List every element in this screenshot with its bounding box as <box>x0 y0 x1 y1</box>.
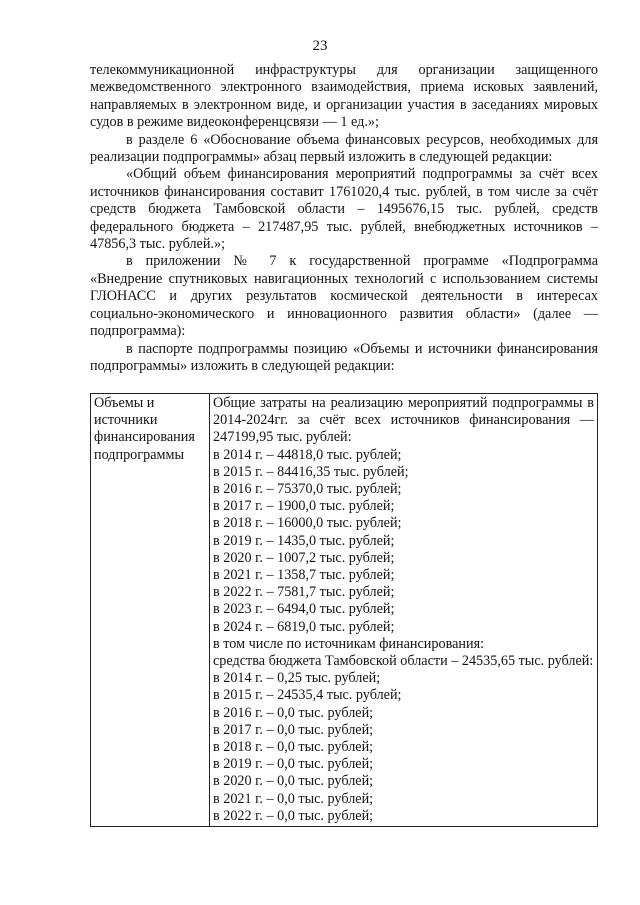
year-regional-line: в 2016 г. – 0,0 тыс. рублей; <box>213 704 374 721</box>
year-total-line: в 2020 г. – 1007,2 тыс. рублей; <box>213 549 395 566</box>
year-total-line: в 2018 г. – 16000,0 тыс. рублей; <box>213 515 402 532</box>
year-total-line: в 2014 г. – 44818,0 тыс. рублей; <box>213 446 402 463</box>
paragraph-1: телекоммуникационной инфраструктуры для организации защищенного межведомственного электронного взаимодействия, приема исковых заявлений, направляемых в электронном виде, и организации участия в заседаниях мировых судов в режиме видеоконференцсвязи — 1 ед.»; <box>90 62 598 131</box>
funding-intro: Общие затраты на реализацию мероприятий подпрограммы в 2014-2024гг. за счёт всех источников финансирования — 247199,95 тыс. рублей: <box>213 395 594 446</box>
year-regional-line: в 2018 г. – 0,0 тыс. рублей; <box>213 739 374 756</box>
document-body <box>90 62 598 375</box>
paragraph-4: в приложении № 7 к государственной программе «Подпрограмма «Внедрение спутниковых навигационных технологий с использованием системы ГЛОНАСС и других результатов космической деятельности в интересах социально-экономического и инновационного развития области» (далее — подпрограмма): <box>90 253 598 340</box>
year-regional-line: в 2021 г. – 0,0 тыс. рублей; <box>213 790 374 807</box>
sources-heading: в том числе по источникам финансирования: <box>213 635 485 652</box>
year-regional-line: в 2020 г. – 0,0 тыс. рублей; <box>213 773 374 790</box>
year-total-line: в 2016 г. – 75370,0 тыс. рублей; <box>213 481 402 498</box>
page-number: 23 <box>312 38 328 54</box>
year-total-line: в 2023 г. – 6494,0 тыс. рублей; <box>213 601 395 618</box>
year-regional-line: в 2019 г. – 0,0 тыс. рублей; <box>213 756 374 773</box>
year-regional-line: в 2017 г. – 0,0 тыс. рублей; <box>213 721 374 738</box>
year-regional-line: в 2022 г. – 0,0 тыс. рублей; <box>213 807 374 824</box>
year-total-line: в 2019 г. – 1435,0 тыс. рублей; <box>213 532 395 549</box>
year-regional-line: в 2014 г. – 0,25 тыс. рублей; <box>213 670 381 687</box>
year-total-line: в 2015 г. – 84416,35 тыс. рублей; <box>213 463 409 480</box>
year-total-line: в 2017 г. – 1900,0 тыс. рублей; <box>213 498 395 515</box>
year-total-line: в 2024 г. – 6819,0 тыс. рублей; <box>213 618 395 635</box>
row-label: Объемы и источники финансирования подпрограммы <box>91 394 210 827</box>
year-total-line: в 2021 г. – 1358,7 тыс. рублей; <box>213 567 395 584</box>
year-regional-line: в 2015 г. – 24535,4 тыс. рублей; <box>213 687 402 704</box>
paragraph-5: в паспорте подпрограммы позицию «Объемы и источники финансирования подпрограммы» изложить в следующей редакции: <box>90 340 598 374</box>
paragraph-2: в разделе 6 «Обоснование объема финансовых ресурсов, необходимых для реализации подпрограммы» абзац первый изложить в следующей редакции: <box>90 131 598 166</box>
row-content <box>210 394 598 827</box>
year-total-line: в 2022 г. – 7581,7 тыс. рублей; <box>213 584 395 601</box>
table-row <box>91 394 598 827</box>
paragraph-3: «Общий объем финансирования мероприятий подпрограммы за счёт всех источников финансирования составит 1761020,4 тыс. рублей, в том числе за счёт средств бюджета Тамбовской области – 1495676,15 тыс. рублей, средств федерального бюджета – 217487,95 тыс. рублей, внебюджетных источников – 47856,3 тыс. рублей.»; <box>90 166 598 253</box>
passport-table <box>90 393 598 827</box>
regional-budget-line: средства бюджета Тамбовской области – 24535,65 тыс. рублей: <box>213 653 594 670</box>
